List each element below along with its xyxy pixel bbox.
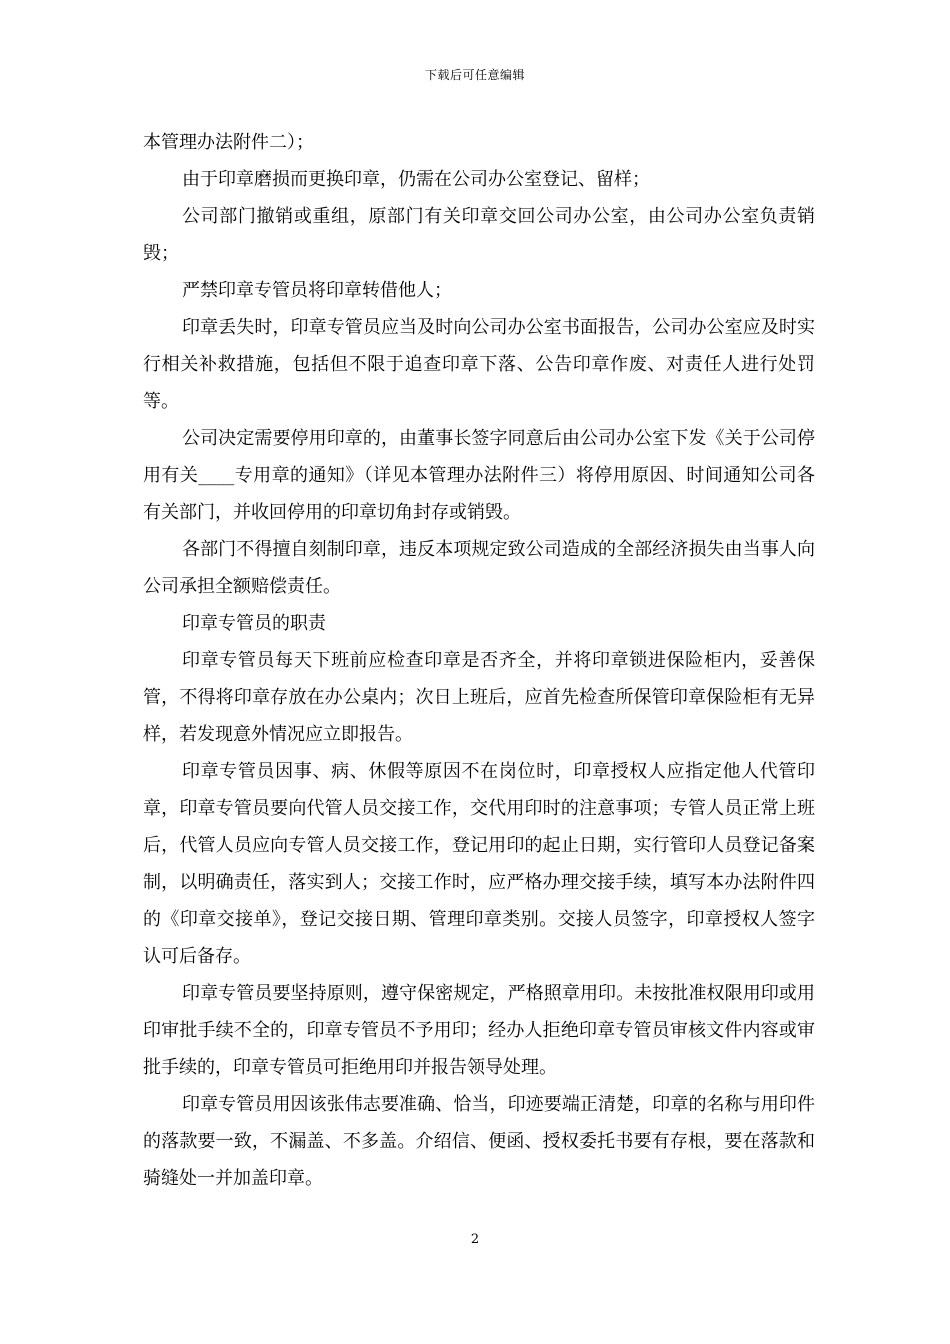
page-number: 2 xyxy=(470,1232,480,1247)
paragraph-no-unauthorized-carving: 各部门不得擅自刻制印章，违反本项规定致公司造成的全部经济损失由当事人向公司承担全额赔偿责任。 xyxy=(143,539,815,597)
paragraph-daily-check: 印章专管员每天下班前应检查印章是否齐全，并将印章锁进保险柜内，妥善保管，不得将印章存放在办公桌内；次日上班后，应首先检查所保管印章保险柜有无异样，若发现意外情况应立即报告。 xyxy=(143,650,815,745)
document-body xyxy=(143,124,815,1197)
paragraph-stamping-rules: 印章专管员用因该张伟志要准确、恰当，印迹要端正清楚，印章的名称与用印件的落款要一致，不漏盖、不多盖。介绍信、便函、授权委托书要有存根，要在落款和骑缝处一并加盖印章。 xyxy=(143,1094,815,1189)
section-heading-custodian-duties: 印章专管员的职责 xyxy=(182,613,326,634)
paragraph-seal-lost: 印章丢失时，印章专管员应当及时向公司办公室书面报告，公司办公室应及时实行相关补救措施，包括但不限于追查印章下落、公告印章作废、对责任人进行处罚等。 xyxy=(143,317,815,412)
paragraph-no-lending: 严禁印章专管员将印章转借他人； xyxy=(182,280,452,301)
page-header: 下载后可任意编辑 xyxy=(424,68,525,82)
paragraph-handover: 印章专管员因事、病、休假等原因不在岗位时，印章授权人应指定他人代管印章，印章专管员要向代管人员交接工作，交代用印时的注意事项；专管人员正常上班后，代管人员应向专管人员交接工作，登记用印的起止日期，实行管印人员登记备案制，以明确责任，落实到人；交接工作时，应严格办理交接手续，填写本办法附件四的《印章交接单》，登记交接日期、管理印章类别。交接人员签字，印章授权人签字认可后备存。 xyxy=(143,761,815,967)
paragraph-seal-worn: 由于印章磨损而更换印章，仍需在公司办公室登记、留样； xyxy=(182,169,650,190)
paragraph-department-dissolved: 公司部门撤销或重组，原部门有关印章交回公司办公室，由公司办公室负责销毁； xyxy=(143,206,815,264)
paragraph-seal-deactivation: 公司决定需要停用印章的，由董事长签字同意后由公司办公室下发《关于公司停用有关____专用章的通知》（详见本管理办法附件三）将停用原因、时间通知公司各有关部门，并收回停用的印章切角封存或销毁。 xyxy=(143,428,815,523)
paragraph-principles: 印章专管员要坚持原则，遵守保密规定，严格照章用印。未按批准权限用印或用印审批手续不全的，印章专管员不予用印；经办人拒绝印章专管员审核文件内容或审批手续的，印章专管员可拒绝用印并报告领导处理。 xyxy=(143,983,815,1078)
paragraph-attachment-ref: 本管理办法附件二）； xyxy=(143,132,314,153)
